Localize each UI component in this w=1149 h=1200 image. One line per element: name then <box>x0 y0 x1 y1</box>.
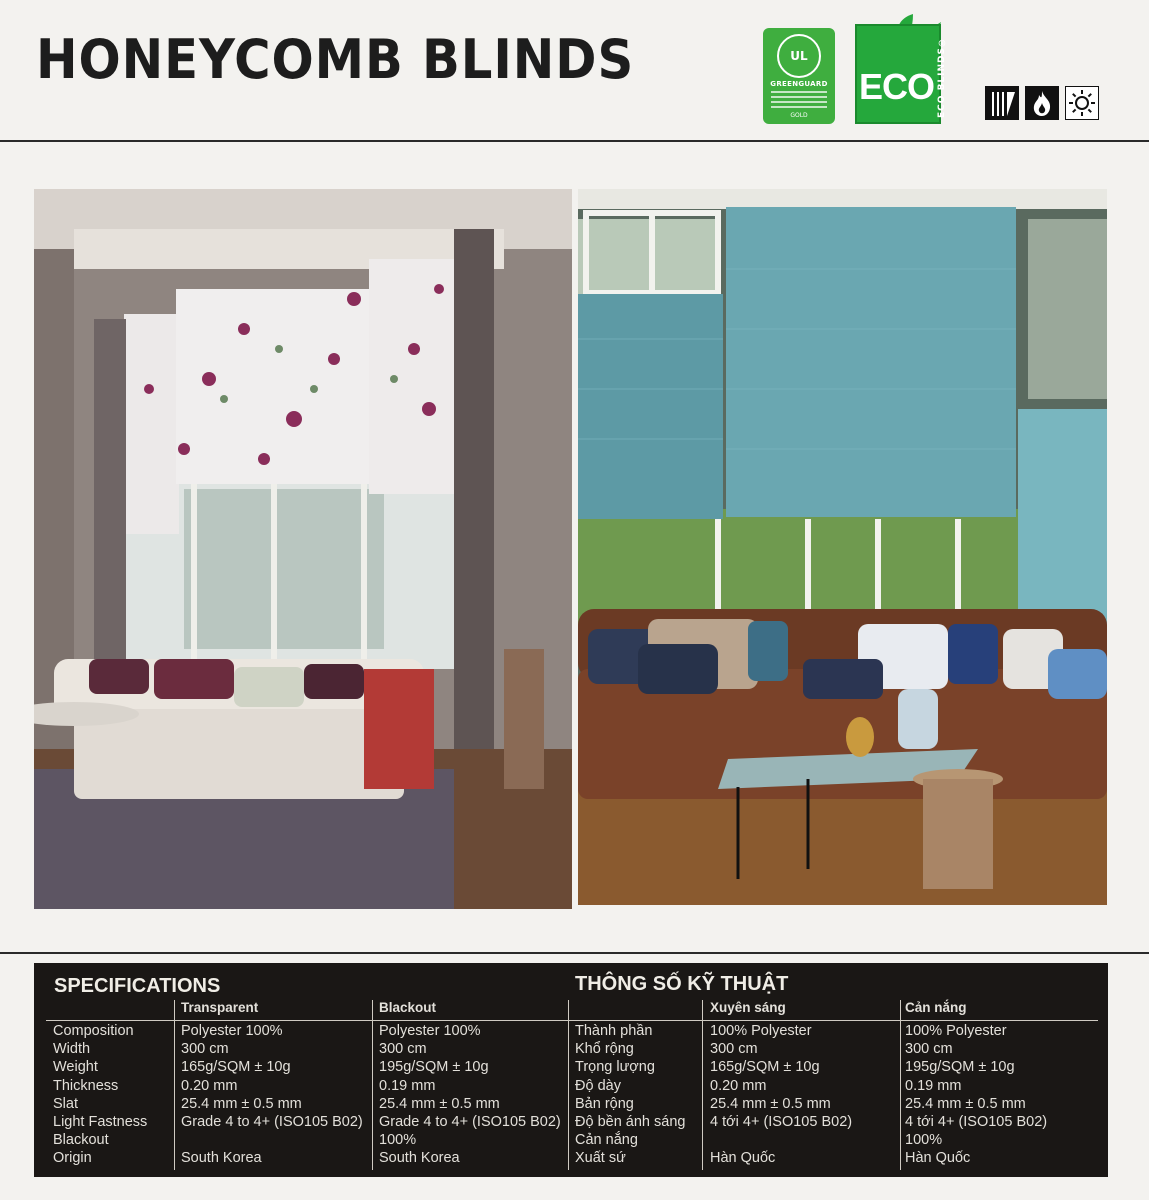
teal-blinds-room-photo <box>578 189 1107 905</box>
spec-label: Thickness <box>53 1077 119 1094</box>
greenguard-level: GOLD <box>790 112 808 119</box>
specs-col-divider <box>174 1000 175 1170</box>
spec-label: Khổ rộng <box>575 1041 634 1058</box>
spec-value: 25.4 mm ± 0.5 mm <box>379 1095 500 1112</box>
floral-blinds-room-photo <box>34 189 572 909</box>
slat-angle-icon <box>985 86 1019 120</box>
spec-value: Polyester 100% <box>181 1023 283 1039</box>
greenguard-gold-badge <box>763 28 835 124</box>
spec-value: 4 tới 4+ (ISO105 B02) <box>710 1113 853 1130</box>
spec-label: Bản rộng <box>575 1095 634 1112</box>
spec-label: Cản nắng <box>575 1132 638 1149</box>
spec-label: Blackout <box>53 1132 109 1149</box>
spec-value: 0.20 mm <box>710 1077 767 1094</box>
spec-value: 100% <box>379 1132 417 1149</box>
spec-value: 25.4 mm ± 0.5 mm <box>181 1095 302 1112</box>
column-header: Cản nắng <box>905 1000 967 1015</box>
spec-value: South Korea <box>379 1150 460 1167</box>
eco-word: ECO <box>859 66 935 107</box>
spec-label: Origin <box>53 1150 92 1167</box>
spec-value: 300 cm <box>379 1041 427 1058</box>
spec-value <box>710 1131 852 1149</box>
eco-blinds-vertical-text: ECO BLINDS® <box>937 36 947 118</box>
spec-value: 195g/SQM ± 10g <box>905 1059 1015 1076</box>
spec-value: 25.4 mm ± 0.5 mm <box>905 1095 1026 1112</box>
ul-mark: UL <box>777 34 821 78</box>
spec-label: Width <box>53 1041 91 1058</box>
spec-label: Composition <box>53 1023 134 1039</box>
spec-value: 0.19 mm <box>379 1077 436 1094</box>
sun-block-icon <box>1065 86 1099 120</box>
specs-title-vi: THÔNG SỐ KỸ THUẬT <box>575 973 789 995</box>
spec-value: 100% <box>905 1132 943 1149</box>
spec-value: 0.20 mm <box>181 1077 238 1094</box>
spec-label: Slat <box>53 1095 78 1112</box>
spec-value: 165g/SQM ± 10g <box>710 1059 820 1076</box>
specs-col-blackout <box>379 1001 561 1168</box>
badge-fine-print <box>771 91 827 108</box>
spec-value: 195g/SQM ± 10g <box>379 1059 489 1076</box>
specs-vi-labels <box>575 1001 685 1168</box>
column-header: Blackout <box>379 1000 437 1015</box>
spec-label: Thành phần <box>575 1023 653 1039</box>
spec-value: 165g/SQM ± 10g <box>181 1059 291 1076</box>
specs-col-can-nang <box>905 1001 1047 1168</box>
spec-value: Grade 4 to 4+ (ISO105 B02) <box>181 1113 363 1130</box>
spec-label: Độ bền ánh sáng <box>575 1113 686 1130</box>
spec-value: 300 cm <box>905 1041 953 1058</box>
spec-value: 4 tới 4+ (ISO105 B02) <box>905 1113 1048 1130</box>
spec-value: 0.19 mm <box>905 1077 962 1094</box>
spec-value: South Korea <box>181 1150 262 1167</box>
specs-col-divider <box>568 1000 569 1170</box>
header-divider <box>0 140 1149 142</box>
spec-value: 25.4 mm ± 0.5 mm <box>710 1095 831 1112</box>
spec-value: 300 cm <box>710 1041 758 1058</box>
spec-label: Weight <box>53 1059 98 1076</box>
spec-value: 300 cm <box>181 1041 229 1058</box>
flame-retardant-icon <box>1025 86 1059 120</box>
specs-col-xuyen-sang <box>710 1001 852 1168</box>
spec-value: Hàn Quốc <box>905 1150 971 1167</box>
spec-value: Hàn Quốc <box>710 1150 776 1167</box>
greenguard-label: GREENGUARD <box>770 80 828 88</box>
eco-blinds-logo <box>855 10 945 124</box>
photo-divider <box>0 952 1149 954</box>
specs-col-divider <box>900 1000 901 1170</box>
spec-label: Xuất sứ <box>575 1150 626 1167</box>
column-header: Xuyên sáng <box>710 1000 786 1015</box>
specs-col-divider <box>372 1000 373 1170</box>
feature-icons <box>985 86 1099 120</box>
specs-title-en: SPECIFICATIONS <box>54 975 221 997</box>
spec-value: Grade 4 to 4+ (ISO105 B02) <box>379 1113 561 1130</box>
spec-label: Light Fastness <box>53 1113 148 1130</box>
spec-label: Độ dày <box>575 1077 621 1094</box>
spec-label: Trọng lượng <box>575 1059 655 1076</box>
specs-en-labels <box>53 1001 147 1168</box>
column-header: Transparent <box>181 1000 259 1015</box>
spec-value: 100% Polyester <box>710 1023 812 1039</box>
spec-value: 100% Polyester <box>905 1023 1007 1039</box>
spec-value <box>181 1131 363 1149</box>
spec-value: Polyester 100% <box>379 1023 481 1039</box>
specifications-panel <box>34 963 1108 1177</box>
specs-col-divider <box>702 1000 703 1170</box>
page-title: HONEYCOMB BLINDS <box>36 28 635 91</box>
specs-col-transparent <box>181 1001 363 1168</box>
